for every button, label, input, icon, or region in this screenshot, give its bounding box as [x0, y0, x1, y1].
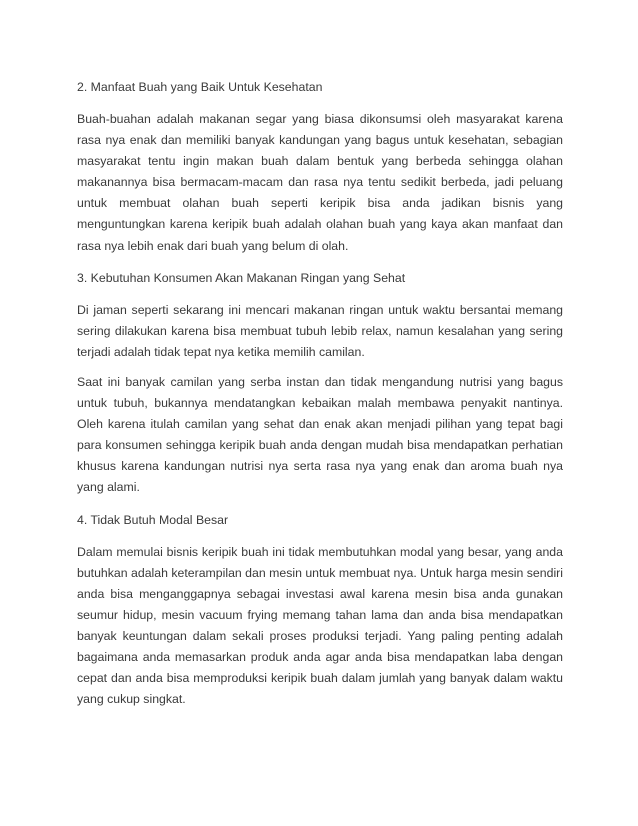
body-paragraph: Di jaman seperti sekarang ini mencari makanan ringan untuk waktu bersantai memang sering dilakukan karena bisa membuat tubuh lebib relax, namun kesalahan yang sering terjadi adalah tidak tepat nya ketika memilih camilan. [77, 302, 563, 359]
section-kebutuhan-konsumen [77, 269, 563, 499]
section-manfaat-buah [77, 78, 563, 257]
section-heading: 4. Tidak Butuh Modal Besar [77, 512, 229, 527]
body-paragraph: Buah-buahan adalah makanan segar yang biasa dikonsumsi oleh masyarakat karena rasa nya enak dan memiliki banyak kandungan yang bagus untuk kesehatan, sebagian masyarakat tentu ingin makan buah dalam bentuk yang berbeda sehingga olahan makanannya bisa bermacam-macam dan rasa nya tentu sedikit berbeda, jadi peluang untuk membuat olahan buah seperti keripik bisa anda jadikan bisnis yang menguntungkan karena keripik buah adalah olahan buah yang kaya akan manfaat dan rasa nya lebih enak dari buah yang belum di olah. [77, 112, 563, 253]
section-heading: 2. Manfaat Buah yang Baik Untuk Kesehatan [77, 80, 323, 94]
body-paragraph: Saat ini banyak camilan yang serba instan dan tidak mengandung nutrisi yang bagus untuk tubuh, bukannya mendatangkan kebaikan malah membawa penyakit nantinya. Oleh karena itulah camilan yang sehat dan enak akan menjadi pilihan yang tepat bagi para konsumen sehingga keripik buah anda dengan mudah bisa mendapatkan perhatian khusus karena kandungan nutrisi nya serta rasa nya yang enak dan aroma buah nya yang alami. [77, 374, 563, 495]
document-page [77, 78, 563, 722]
section-heading: 3. Kebutuhan Konsumen Akan Makanan Ringan yang Sehat [77, 270, 406, 285]
section-modal [77, 511, 563, 711]
body-paragraph: Dalam memulai bisnis keripik buah ini tidak membutuhkan modal yang besar, yang anda butuhkan adalah keterampilan dan mesin untuk membuat nya. Untuk harga mesin sendiri anda bisa menganggapnya sebagai investasi awal karena mesin bisa anda gunakan seumur hidup, mesin vacuum frying memang tahan lama dan anda bisa mendapatkan banyak keuntungan dalam sekali proses produksi terjadi. Yang paling penting adalah bagaimana anda memasarkan produk anda agar anda bisa mendapatkan laba dengan cepat dan anda bisa memproduksi keripik buah dalam jumlah yang banyak dalam waktu yang cukup singkat. [77, 544, 564, 707]
